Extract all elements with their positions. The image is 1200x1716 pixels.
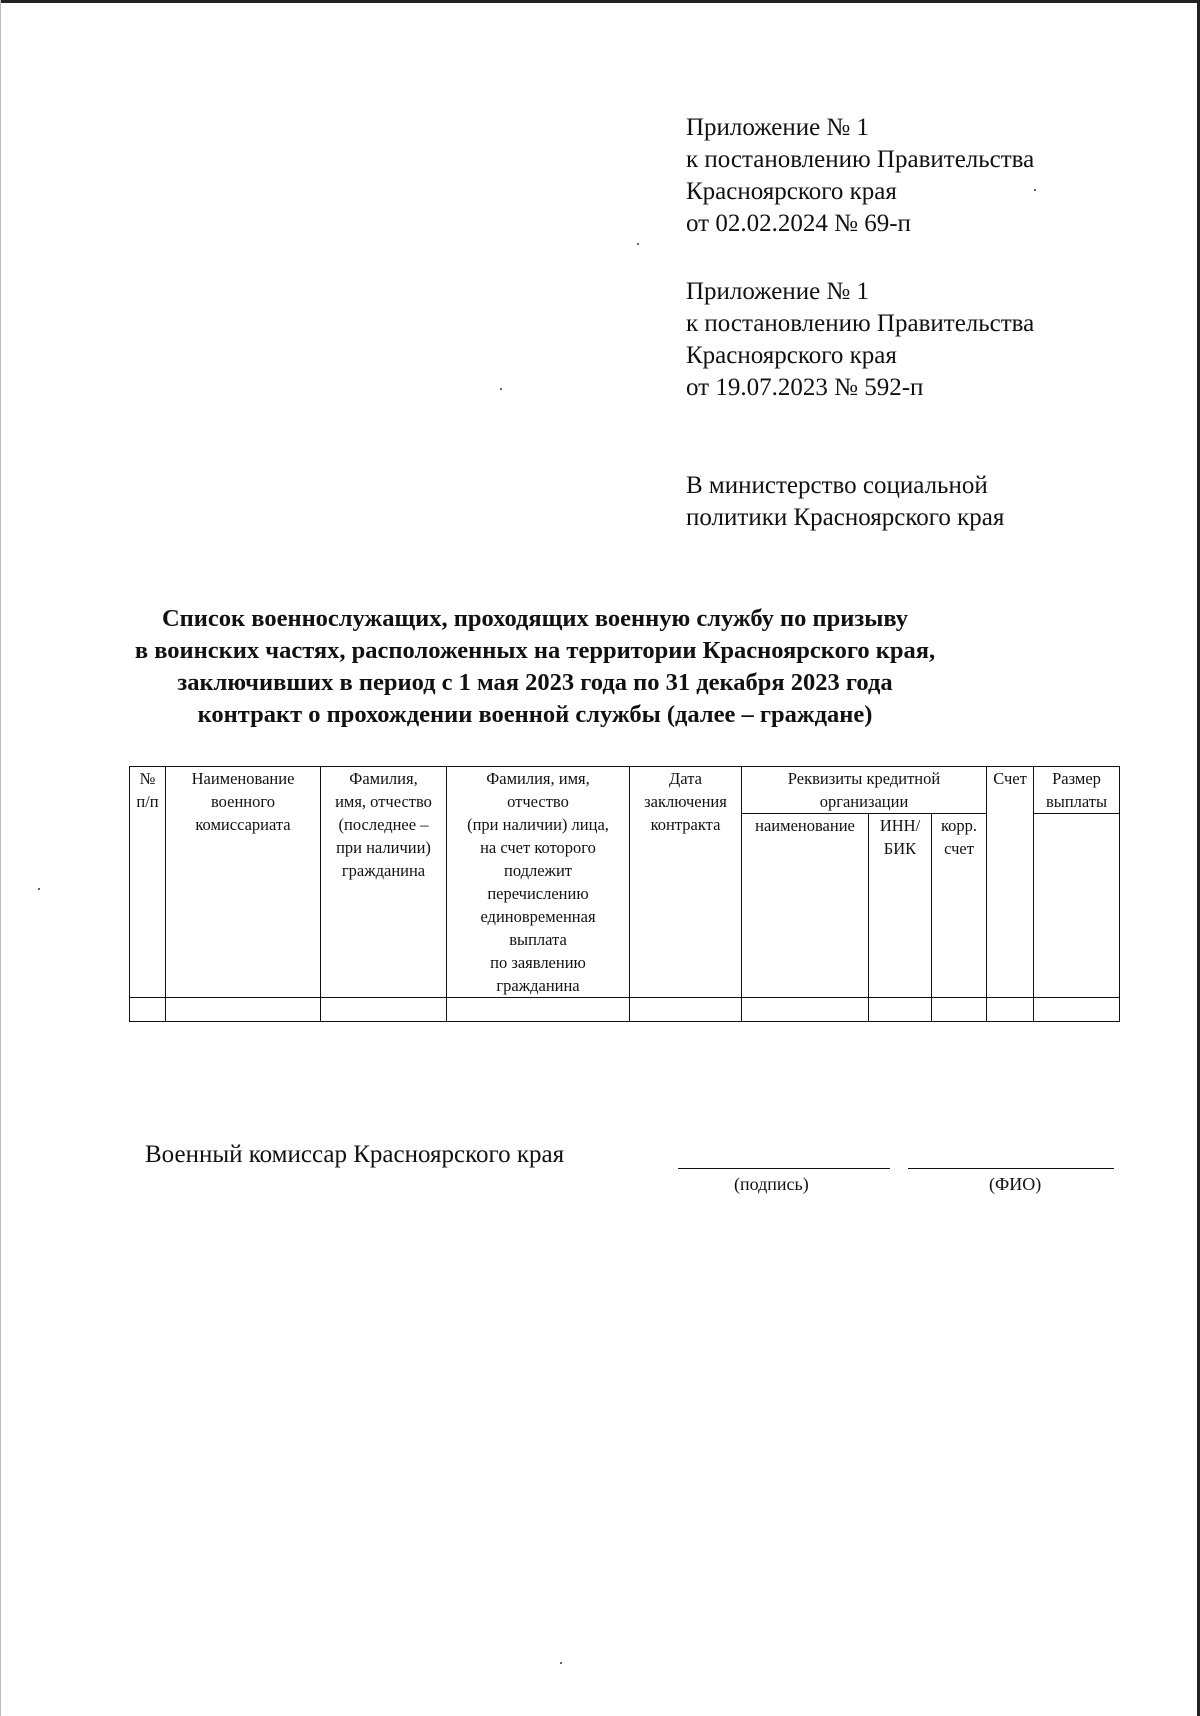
annex-current-line4: от 02.02.2024 № 69-п	[686, 210, 911, 237]
scan-edge-top	[0, 0, 1200, 3]
fio-line	[908, 1168, 1114, 1169]
empty-cell	[932, 998, 987, 1022]
empty-cell	[1034, 998, 1120, 1022]
header-number: № п/п	[130, 767, 166, 998]
header-payment-amount: Размер выплаты	[1034, 767, 1120, 814]
signature-line	[678, 1168, 890, 1169]
header-recipient-name: Фамилия, имя, отчество (при наличии) лица, на счет которого подлежит перечислению единовременная выплата по заявлению гражданина	[447, 767, 630, 998]
scan-speck	[500, 388, 502, 390]
empty-cell	[742, 998, 869, 1022]
header-bank-details: Реквизиты кредитной организации	[742, 767, 987, 814]
annex-current-line2: к постановлению Правительства	[686, 146, 1035, 173]
annex-previous-line1: Приложение № 1	[686, 278, 870, 305]
document-title	[130, 603, 940, 731]
signatory-label: Военный комиссар Красноярского края	[145, 1141, 565, 1168]
annex-previous-line4: от 19.07.2023 № 592-п	[686, 374, 924, 401]
annex-previous-header	[686, 276, 1034, 404]
annex-previous-line2: к постановлению Правительства	[686, 310, 1035, 337]
addressee-line1: В министерство социальной	[686, 472, 988, 499]
empty-cell	[987, 998, 1034, 1022]
table-row	[130, 998, 1120, 1022]
fio-caption: (ФИО)	[989, 1174, 1042, 1194]
header-payment-amount-blank	[1034, 814, 1120, 998]
scan-speck	[38, 888, 40, 890]
header-corr-account: корр. счет	[932, 814, 987, 998]
signature-caption: (подпись)	[734, 1174, 809, 1194]
scan-edge-left	[0, 0, 1, 1716]
header-citizen-name: Фамилия, имя, отчество (последнее – при наличии) гражданина	[321, 767, 447, 998]
table-header-row	[130, 767, 1120, 814]
empty-cell	[630, 998, 742, 1022]
annex-current-line3: Красноярского края	[686, 178, 897, 205]
annex-previous-line3: Красноярского края	[686, 342, 897, 369]
addressee-line2: политики Красноярского края	[686, 504, 1005, 531]
empty-cell	[130, 998, 166, 1022]
annex-current-line1: Приложение № 1	[686, 114, 870, 141]
header-inn-bik: ИНН/ БИК	[869, 814, 932, 998]
header-contract-date: Дата заключения контракта	[630, 767, 742, 998]
scan-speck	[1034, 189, 1036, 191]
title-line1: Список военнослужащих, проходящих военную службу по призыву	[161, 605, 909, 632]
servicemen-list-table	[129, 766, 1120, 1022]
annex-current-header	[686, 112, 1034, 240]
addressee-block	[686, 470, 1004, 534]
empty-cell	[166, 998, 321, 1022]
empty-cell	[447, 998, 630, 1022]
title-line3: заключивших в период с 1 мая 2023 года по 31 декабря 2023 года	[177, 669, 893, 696]
scan-speck	[560, 1662, 562, 1664]
header-bank-name: наименование	[742, 814, 869, 998]
title-line4: контракт о прохождении военной службы (далее – граждане)	[197, 701, 873, 728]
header-commissariat: Наименование военного комиссариата	[166, 767, 321, 998]
empty-cell	[321, 998, 447, 1022]
header-account: Счет	[987, 767, 1034, 998]
scan-speck	[637, 243, 639, 245]
empty-cell	[869, 998, 932, 1022]
title-line2: в воинских частях, расположенных на территории Красноярского края,	[134, 637, 936, 664]
